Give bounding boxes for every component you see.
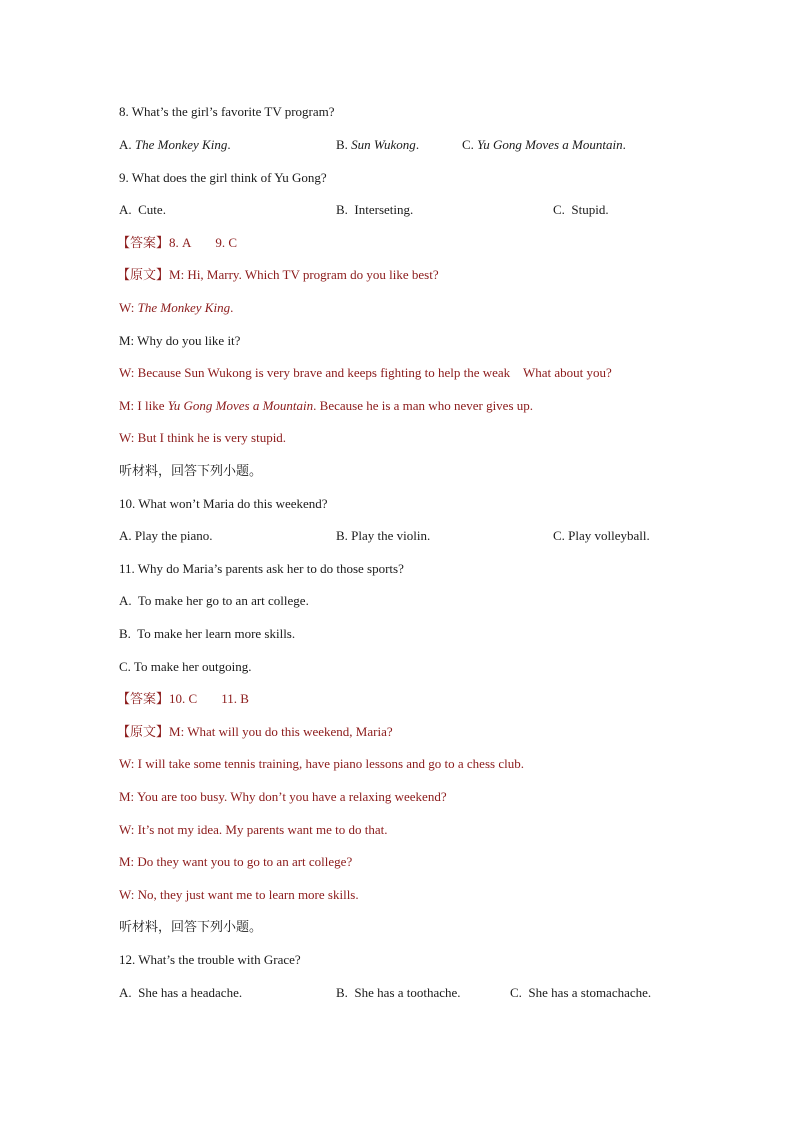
q10-option-b: B. Play the violin. <box>336 528 431 543</box>
transcript-2-line-2: W: I will take some tennis training, have piano lessons and go to a chess club. <box>119 756 524 771</box>
transcript-1-line-3: M: Why do you like it? <box>119 333 241 348</box>
transcript-1-line-1: 【原文】M: Hi, Marry. Which TV program do you like best? <box>117 267 439 282</box>
q12-option-c: C. She has a stomachache. <box>510 985 652 1000</box>
transcript-2-line-5: M: Do they want you to go to an art college? <box>119 854 353 869</box>
q8-option-a: A. The Monkey King. <box>119 137 231 152</box>
question-12: 12. What’s the trouble with Grace? <box>119 952 301 967</box>
instruction-1: 听材料，回答下列小题。 <box>119 463 263 478</box>
transcript-1-line-5: M: I like Yu Gong Moves a Mountain. Because he is a man who never gives up. <box>119 398 534 413</box>
transcript-1-line-6: W: But I think he is very stupid. <box>119 430 287 445</box>
question-9: 9. What does the girl think of Yu Gong? <box>119 170 327 185</box>
q8-option-c: C. Yu Gong Moves a Mountain. <box>462 137 626 152</box>
answer-label: 【答案】 <box>117 235 170 250</box>
transcript-2-line-3: M: You are too busy. Why don’t you have a relaxing weekend? <box>119 789 447 804</box>
q11-option-c: C. To make her outgoing. <box>119 659 252 674</box>
q11-option-a: A. To make her go to an art college. <box>119 593 309 608</box>
answer-8: 8. A <box>169 235 192 250</box>
q9-option-a: A. Cute. <box>119 202 166 217</box>
transcript-1-line-2: W: The Monkey King. <box>119 300 234 315</box>
transcript-1-line-4: W: Because Sun Wukong is very brave and keeps fighting to help the weak What about you? <box>119 365 612 380</box>
transcript-label: 【原文】 <box>117 267 170 282</box>
q9-option-c: C. Stupid. <box>553 202 609 217</box>
q8-option-b: B. Sun Wukong. <box>336 137 420 152</box>
q10-option-a: A. Play the piano. <box>119 528 213 543</box>
q11-option-b: B. To make her learn more skills. <box>119 626 296 641</box>
q10-option-c: C. Play volleyball. <box>553 528 650 543</box>
question-11: 11. Why do Maria’s parents ask her to do those sports? <box>119 561 404 576</box>
answer-9: 9. C <box>215 235 238 250</box>
transcript-2-line-4: W: It’s not my idea. My parents want me to do that. <box>119 822 388 837</box>
q9-option-b: B. Interseting. <box>336 202 414 217</box>
transcript-2-line-6: W: No, they just want me to learn more skills. <box>119 887 359 902</box>
answer-label: 【答案】 <box>117 691 170 706</box>
transcript-label: 【原文】 <box>117 724 170 739</box>
q12-option-a: A. She has a headache. <box>119 985 243 1000</box>
answer-10: 10. C <box>169 691 198 706</box>
question-8: 8. What’s the girl’s favorite TV program? <box>119 104 335 119</box>
q12-option-b: B. She has a toothache. <box>336 985 461 1000</box>
answer-block-1 <box>117 235 237 251</box>
answer-11: 11. B <box>221 691 249 706</box>
transcript-2-line-1: 【原文】M: What will you do this weekend, Maria? <box>117 724 393 739</box>
question-10: 10. What won’t Maria do this weekend? <box>119 496 328 511</box>
instruction-2: 听材料，回答下列小题。 <box>119 919 263 934</box>
answer-block-2 <box>117 691 249 707</box>
